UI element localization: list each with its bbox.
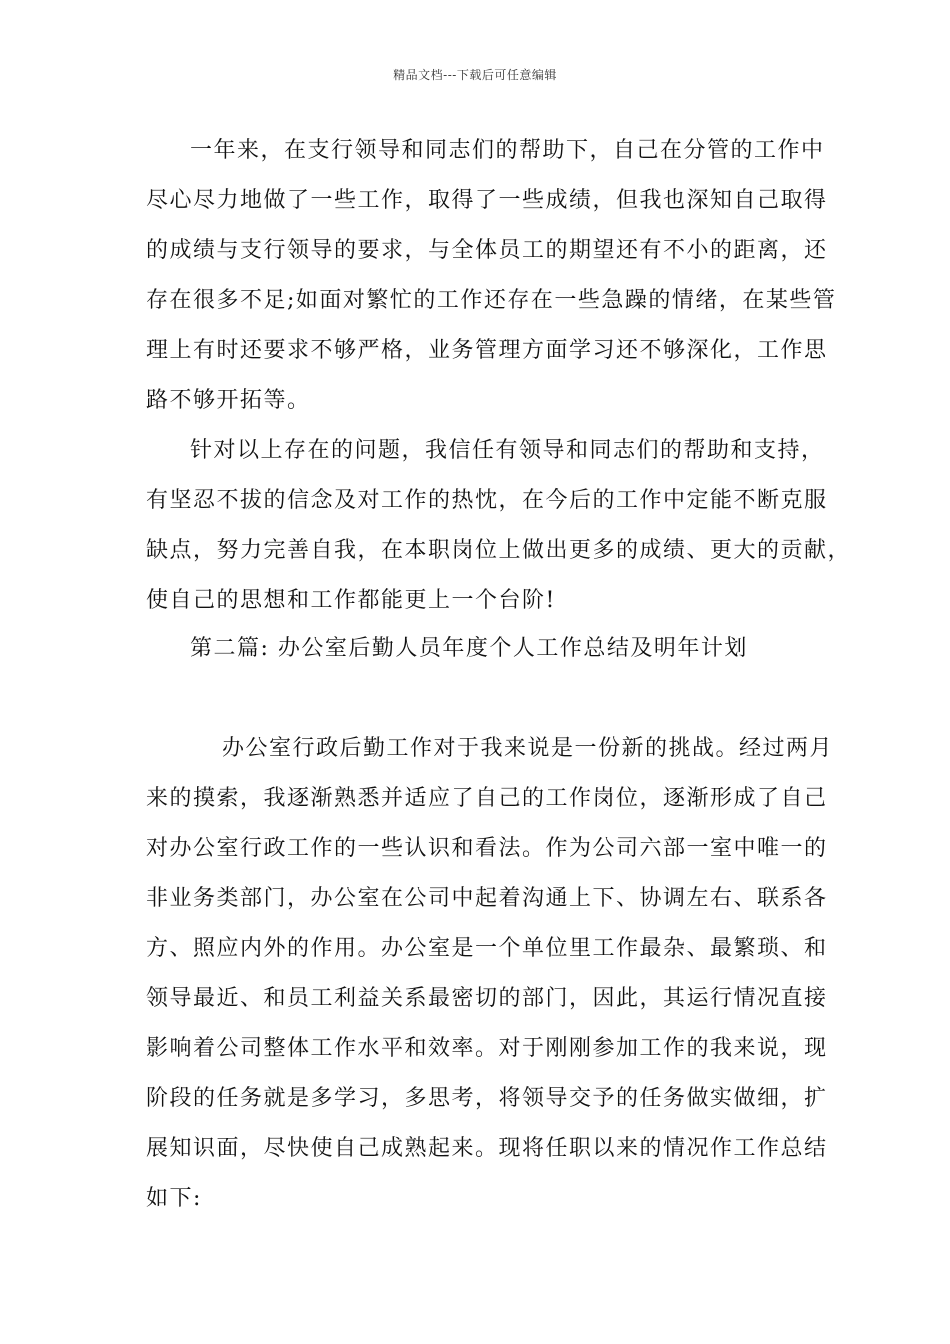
paragraph-resolution [146, 426, 852, 626]
text-line: 理上有时还要求不够严格，业务管理方面学习还不够深化，工作思 [146, 338, 828, 363]
text-line: 的成绩与支行领导的要求，与全体员工的期望还有不小的距离，还 [146, 238, 828, 263]
text-line: 来的摸索，我逐渐熟悉并适应了自己的工作岗位，逐渐形成了自己 [146, 786, 828, 811]
text-line: 使自己的思想和工作都能更上一个台阶! [146, 588, 556, 613]
paragraph-self-review [146, 126, 837, 426]
text-line: 针对以上存在的问题，我信任有领导和同志们的帮助和支持， [190, 438, 825, 463]
text-line: 一年来，在支行领导和同志们的帮助下，自己在分管的工作中 [190, 138, 825, 163]
section-title: 第二篇: 办公室后勤人员年度个人工作总结及明年计划 [190, 636, 748, 661]
text-line: 展知识面，尽快使自己成熟起来。现将任职以来的情况作工作总结 [146, 1136, 828, 1161]
section-heading [146, 624, 806, 674]
text-line: 领导最近、和员工利益关系最密切的部门，因此，其运行情况直接 [146, 986, 828, 1011]
text-line: 方、照应内外的作用。办公室是一个单位里工作最杂、最繁琐、和 [146, 936, 828, 961]
text-line: 办公室行政后勤工作对于我来说是一份新的挑战。经过两月 [222, 736, 834, 761]
text-line: 如下: [146, 1186, 202, 1211]
text-line: 影响着公司整体工作水平和效率。对于刚刚参加工作的我来说，现 [146, 1036, 828, 1061]
paragraph-office-work [146, 724, 834, 1224]
text-line: 存在很多不足;如面对繁忙的工作还存在一些急躁的情绪，在某些管 [146, 288, 837, 313]
text-line: 尽心尽力地做了一些工作，取得了一些成绩，但我也深知自己取得 [146, 188, 828, 213]
text-line: 有坚忍不拔的信念及对工作的热忱，在今后的工作中定能不断克服 [146, 488, 828, 513]
text-line: 阶段的任务就是多学习，多思考，将领导交予的任务做实做细，扩 [146, 1086, 828, 1111]
text-line: 对办公室行政工作的一些认识和看法。作为公司六部一室中唯一的 [146, 836, 828, 861]
page-header: 精品文档---下载后可任意编辑 [393, 68, 557, 82]
text-line: 路不够开拓等。 [146, 388, 311, 413]
text-line: 缺点，努力完善自我，在本职岗位上做出更多的成绩、更大的贡献， [146, 538, 852, 563]
text-line: 非业务类部门，办公室在公司中起着沟通上下、协调左右、联系各 [146, 886, 828, 911]
